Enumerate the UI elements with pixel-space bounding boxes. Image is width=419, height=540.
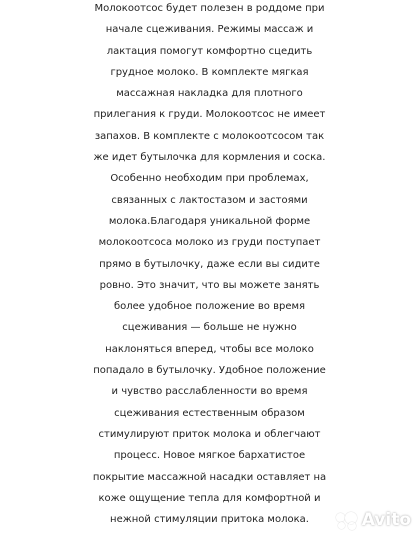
- description-line: и чувство расслабленности во время: [111, 386, 308, 398]
- description-line: Молокоотсос будет полезен в роддоме при: [94, 3, 325, 14]
- description-line: сцеживания естественным образом: [114, 407, 305, 419]
- description-line: лактация помогут комфортно сцедить: [106, 45, 313, 57]
- description-line: грудное молоко. В комплекте мягкая: [110, 66, 309, 78]
- description-line: сцеживания — больше не нужно: [122, 322, 297, 334]
- description-line: попадало в бутылочку. Удобное положение: [93, 365, 326, 377]
- description-line: покрытие массажной насадки оставляет на: [92, 471, 327, 483]
- description-line: более удобное положение во время: [113, 301, 306, 313]
- description-line: коже ощущение тепла для комфортной и: [98, 492, 321, 504]
- description-line: массажная накладка для плотного: [116, 88, 303, 100]
- description-line: наклоняться вперед, чтобы все молоко: [105, 343, 314, 355]
- description-line: процесс. Новое мягкое бархатистое: [113, 450, 306, 462]
- description-line: связанных с лактостазом и застоями: [111, 194, 308, 206]
- description-line: прилегания к груди. Молокоотсос не имеет: [93, 109, 326, 121]
- description-line: начале сцеживания. Режимы массаж и: [105, 24, 314, 36]
- description-line: Особенно необходим при проблемах,: [110, 173, 309, 185]
- description-line: молока.Благодаря уникальной форме: [108, 215, 311, 227]
- description-line: молокоотсоса молоко из груди поступает: [98, 237, 321, 249]
- description-line: ровно. Это значит, что вы можете занять: [99, 279, 320, 291]
- description-line: стимулируют приток молока и облегчают: [98, 428, 321, 440]
- description-line: же идет бутылочка для кормления и соска.: [93, 152, 326, 164]
- description-line: запахов. В комплекте с молокоотсосом так: [94, 130, 325, 142]
- description-line: нежной стимуляции притока молока.: [110, 514, 309, 526]
- description-line: прямо в бутылочку, даже если вы сидите: [99, 258, 320, 270]
- watermark-text: Avito: [361, 510, 411, 530]
